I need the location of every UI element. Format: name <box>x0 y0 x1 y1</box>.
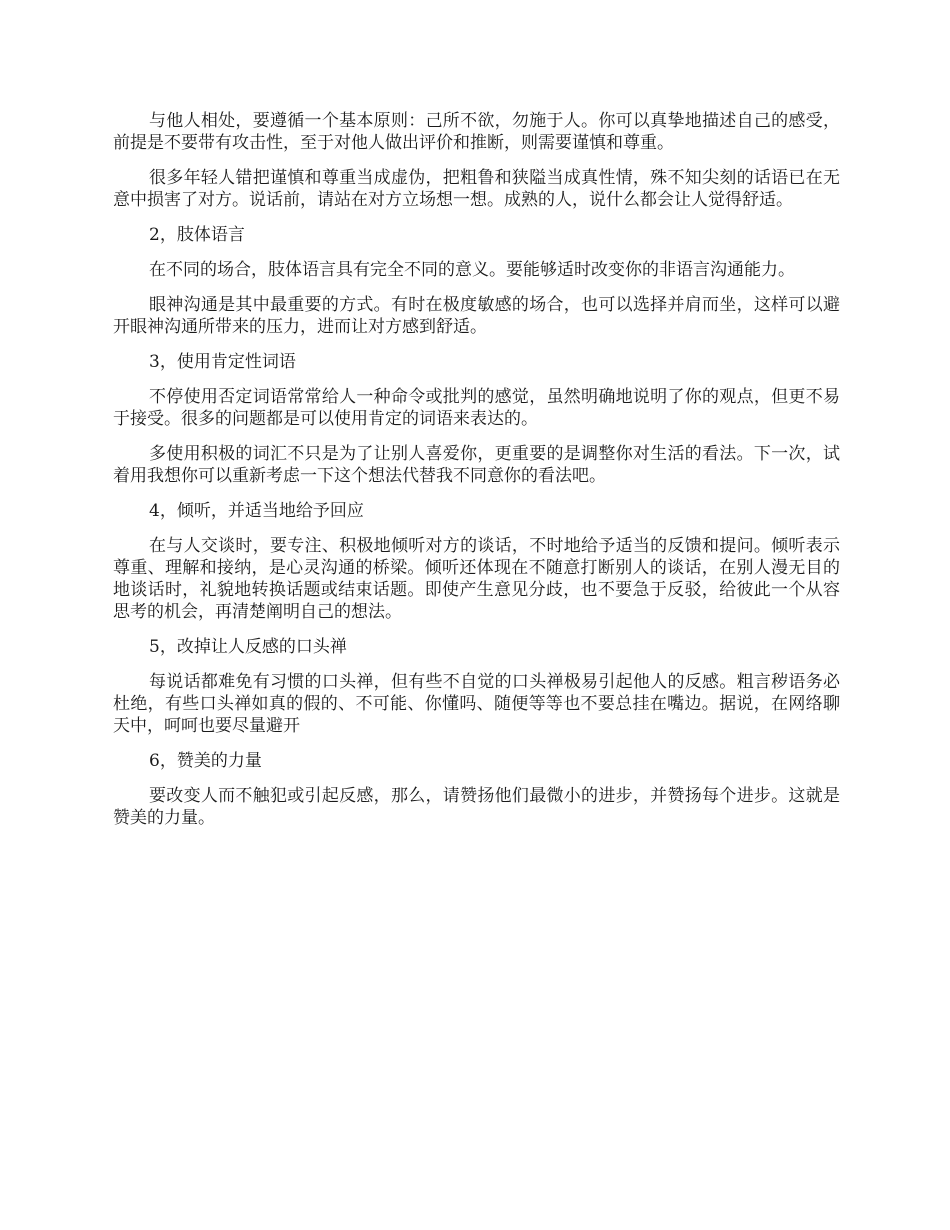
paragraph: 在与人交谈时，要专注、积极地倾听对方的谈话，不时地给予适当的反馈和提问。倾听表示尊重、理解和接纳，是心灵沟通的桥梁。倾听还体现在不随意打断别人的谈话，在别人漫无目的地谈话时，礼貌地转换话题或结束话题。即使产生意见分歧，也不要急于反驳，给彼此一个从容思考的机会，再清楚阐明自己的想法。 <box>113 536 840 622</box>
section-heading: 5，改掉让人反感的口头禅 <box>149 637 347 657</box>
paragraph: 不停使用否定词语常常给人一种命令或批判的感觉，虽然明确地说明了你的观点，但更不易于接受。很多的问题都是可以使用肯定的词语来表达的。 <box>113 387 840 429</box>
paragraph: 多使用积极的词汇不只是为了让别人喜爱你，更重要的是调整你对生活的看法。下一次，试着用我想你可以重新考虑一下这个想法代替我不同意你的看法吧。 <box>113 444 840 486</box>
paragraph: 每说话都难免有习惯的口头禅，但有些不自觉的口头禅极易引起他人的反感。粗言秽语务必杜绝，有些口头禅如真的假的、不可能、你懂吗、随便等等也不要总挂在嘴边。据说，在网络聊天中，呵呵也要尽量避开 <box>113 672 840 736</box>
section-heading: 6，赞美的力量 <box>149 751 262 771</box>
paragraph: 要改变人而不触犯或引起反感，那么，请赞扬他们最微小的进步，并赞扬每个进步。这就是赞美的力量。 <box>113 786 840 828</box>
section-heading: 4，倾听，并适当地给予回应 <box>149 501 364 521</box>
paragraph: 在不同的场合，肢体语言具有完全不同的意义。要能够适时改变你的非语言沟通能力。 <box>149 260 795 280</box>
paragraph: 眼神沟通是其中最重要的方式。有时在极度敏感的场合，也可以选择并肩而坐，这样可以避开眼神沟通所带来的压力，进而让对方感到舒适。 <box>113 295 840 337</box>
section-heading: 2，肢体语言 <box>149 225 245 245</box>
paragraph: 很多年轻人错把谨慎和尊重当成虚伪，把粗鲁和狭隘当成真性情，殊不知尖刻的话语已在无意中损害了对方。说话前，请站在对方立场想一想。成熟的人，说什么都会让人觉得舒适。 <box>113 168 840 210</box>
document-body <box>113 110 840 842</box>
paragraph: 与他人相处，要遵循一个基本原则：己所不欲，勿施于人。你可以真挚地描述自己的感受，前提是不要带有攻击性，至于对他人做出评价和推断，则需要谨慎和尊重。 <box>113 111 840 153</box>
section-heading: 3，使用肯定性词语 <box>149 352 296 372</box>
